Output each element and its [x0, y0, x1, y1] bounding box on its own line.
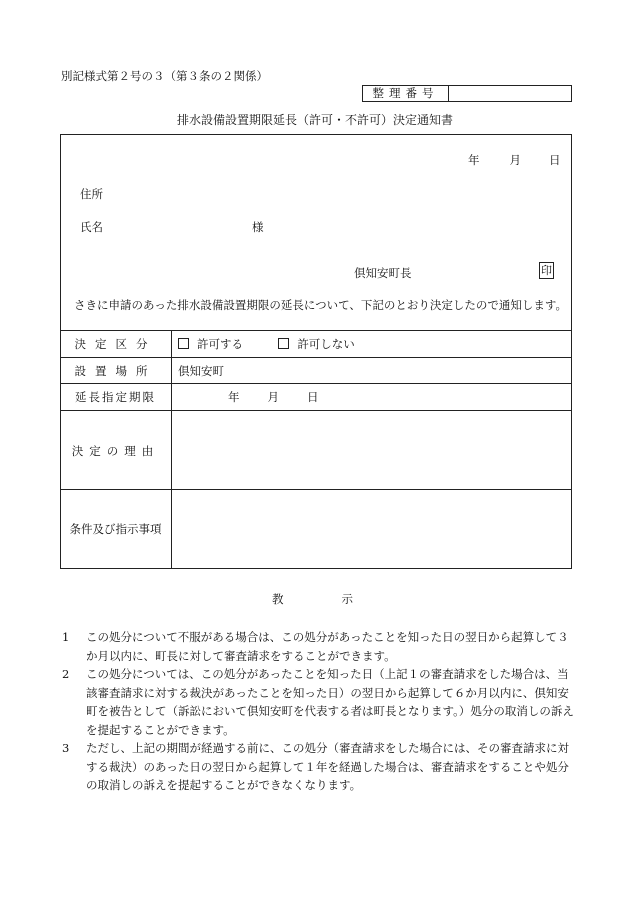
deny-checkbox[interactable] [278, 338, 289, 349]
notice-text: さきに申請のあった排水設備設置期限の延長について、下記のとおり決定したので通知します。 [74, 298, 567, 312]
deadline-value[interactable] [228, 389, 319, 405]
date-month: 月 [509, 153, 521, 167]
reference-number-label: 整理番号 [363, 86, 449, 101]
conditions-label: 条件及び指示事項 [69, 522, 162, 536]
location-value[interactable]: 倶知安町 [178, 364, 224, 378]
document-title: 排水設備設置期限延長（許可・不許可）決定通知書 [176, 113, 453, 127]
item-text: ただし、上記の期間が経過する前に、この処分（審査請求をした場合には、その審査請求に対する裁決）のあった日の翌日から起算して１年を経過した場合は、審査請求をすることや処分の取消しの訴えを提起することができなくなります。 [86, 741, 569, 792]
item-number: 2 [62, 667, 70, 681]
address-label: 住所 [80, 187, 103, 201]
reference-number-box [362, 85, 572, 102]
issue-date [468, 152, 561, 168]
instruction-heading-2: 示 [341, 592, 353, 606]
table-column-divider [171, 330, 172, 569]
decision-label: 決定区分 [74, 337, 157, 351]
item-text: この処分について不服がある場合は、この処分があったことを知った日の翌日から起算して３か月以内に、町長に対して審査請求をすることができます。 [86, 630, 569, 663]
form-label: 別記様式第２号の３（第３条の２関係） [61, 69, 268, 83]
instruction-item [62, 628, 574, 665]
deadline-label: 延長指定期限 [75, 390, 156, 404]
table-divider [60, 489, 572, 490]
honorific: 様 [252, 220, 264, 234]
name-label: 氏名 [80, 220, 103, 234]
instruction-item [62, 665, 574, 739]
instruction-list [62, 628, 574, 795]
deadline-year: 年 [228, 390, 240, 404]
instruction-heading-1: 教 [272, 592, 284, 606]
table-divider [60, 357, 572, 358]
date-day: 日 [549, 153, 561, 167]
issuer-name: 倶知安町長 [354, 266, 412, 280]
item-text: この処分については、この処分があったことを知った日（上記１の審査請求をした場合は、当該審査請求に対する裁決があったことを知った日）の翌日から起算して６か月以内に、倶知安町を被告として（訴訟において倶知安町を代表する者は町長となります。）処分の取消しの訴えを提起することができます。 [86, 667, 574, 737]
deadline-month: 月 [267, 390, 279, 404]
decision-options [178, 336, 355, 352]
instruction-heading [272, 591, 353, 607]
deny-option-label: 許可しない [297, 337, 355, 351]
table-divider [60, 383, 572, 384]
permit-checkbox[interactable] [178, 338, 189, 349]
item-number: 3 [62, 741, 70, 755]
table-divider [60, 410, 572, 411]
reference-number-field[interactable] [449, 86, 571, 101]
table-divider [60, 330, 572, 331]
permit-option-label: 許可する [197, 337, 243, 351]
instruction-item [62, 739, 574, 795]
reason-label: 決定の理由 [71, 444, 160, 458]
date-year: 年 [468, 153, 480, 167]
seal-mark: 印 [541, 264, 552, 277]
location-label: 設置場所 [74, 364, 157, 378]
item-number: 1 [62, 630, 70, 644]
deadline-day: 日 [307, 390, 319, 404]
